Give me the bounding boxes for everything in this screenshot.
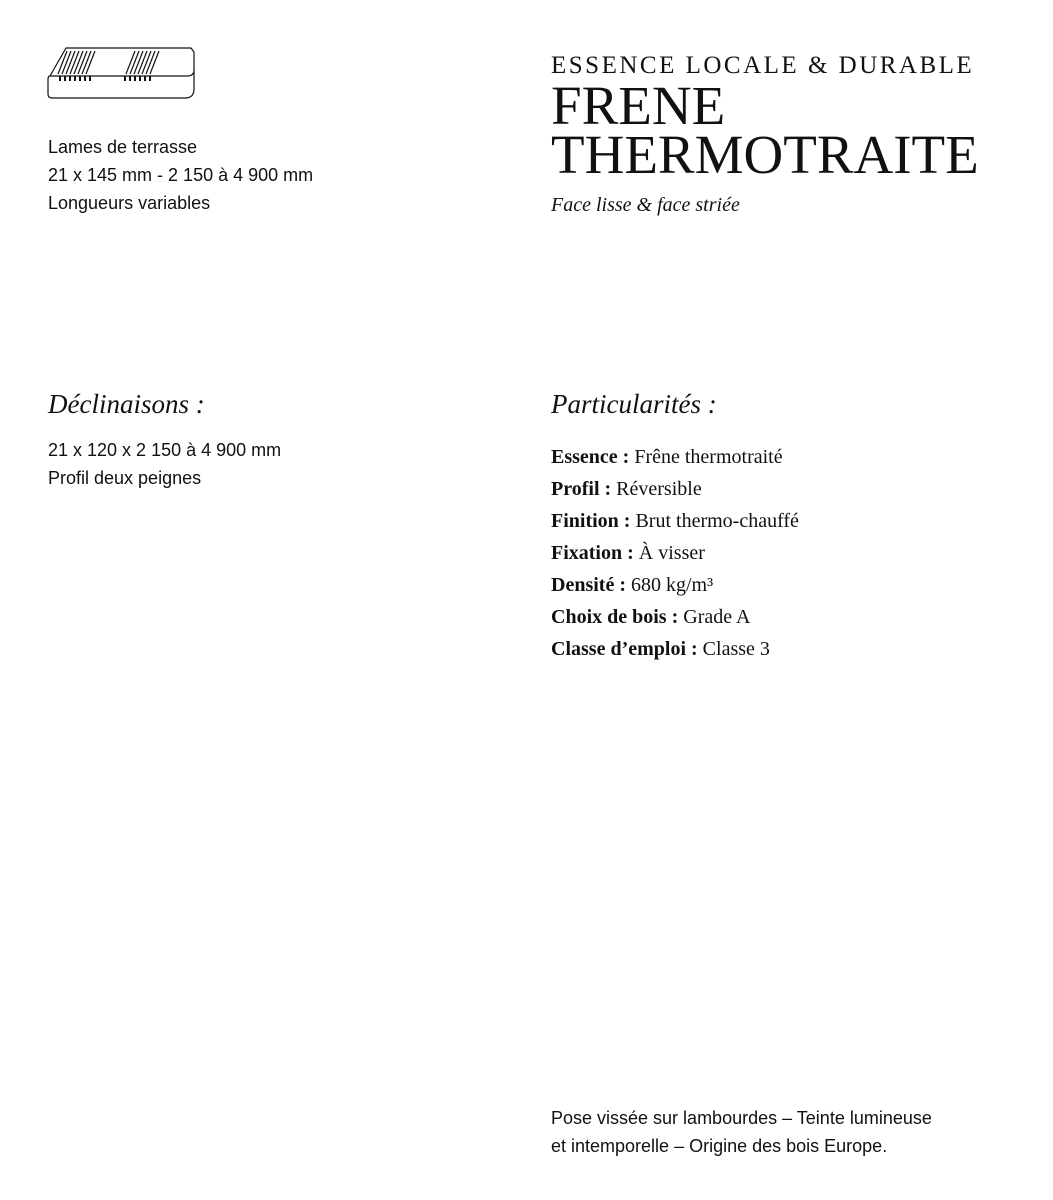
heading-title-line1: FRENE xyxy=(551,75,726,136)
spec-value: 680 kg/m³ xyxy=(630,574,714,596)
spec-label: Classe d’emploi : xyxy=(551,638,698,660)
spec-label: Essence : xyxy=(551,446,630,468)
heading-subtitle: Face lisse & face striée xyxy=(551,194,740,216)
declinaisons-list xyxy=(48,436,281,492)
footer-line-1: Pose vissée sur lambourdes – Teinte lumineuse xyxy=(551,1108,932,1128)
heading-title-line2: THERMOTRAITE xyxy=(551,124,979,185)
footer-line-2: et intemporelle – Origine des bois Europe. xyxy=(551,1136,888,1156)
footer-note xyxy=(551,1104,1011,1160)
spec-label: Densité : xyxy=(551,574,626,596)
spec-value: Réversible xyxy=(616,478,702,500)
deck-board-profile-icon xyxy=(47,46,197,102)
spec-row-essence xyxy=(551,441,799,473)
declinaisons-title: Déclinaisons : xyxy=(48,389,205,419)
product-lengths: Longueurs variables xyxy=(48,193,211,213)
spec-label: Profil : xyxy=(551,478,612,500)
spec-value: Frêne thermotraité xyxy=(634,446,783,468)
spec-value: Grade A xyxy=(683,606,751,628)
spec-row-finition xyxy=(551,505,799,537)
declinaison-dimensions: 21 x 120 x 2 150 à 4 900 mm xyxy=(48,440,282,460)
spec-value: À visser xyxy=(638,542,705,564)
spec-value: Brut thermo-chauffé xyxy=(635,510,799,532)
spec-row-choix-de-bois xyxy=(551,601,799,633)
spec-row-fixation xyxy=(551,537,799,569)
spec-row-profil xyxy=(551,473,799,505)
product-heading xyxy=(551,52,1031,218)
heading-kicker: ESSENCE LOCALE & DURABLE xyxy=(551,52,975,79)
specs-list xyxy=(551,441,799,665)
declinaison-profile: Profil deux peignes xyxy=(48,468,202,488)
product-type: Lames de terrasse xyxy=(48,137,198,157)
spec-value: Classe 3 xyxy=(702,638,770,660)
particularites-title: Particularités : xyxy=(551,389,717,419)
spec-label: Finition : xyxy=(551,510,631,532)
spec-label: Choix de bois : xyxy=(551,606,679,628)
product-dimensions: 21 x 145 mm - 2 150 à 4 900 mm xyxy=(48,165,314,185)
spec-label: Fixation : xyxy=(551,542,634,564)
spec-row-densite xyxy=(551,569,799,601)
product-info xyxy=(48,133,468,217)
spec-row-classe-emploi xyxy=(551,633,799,665)
